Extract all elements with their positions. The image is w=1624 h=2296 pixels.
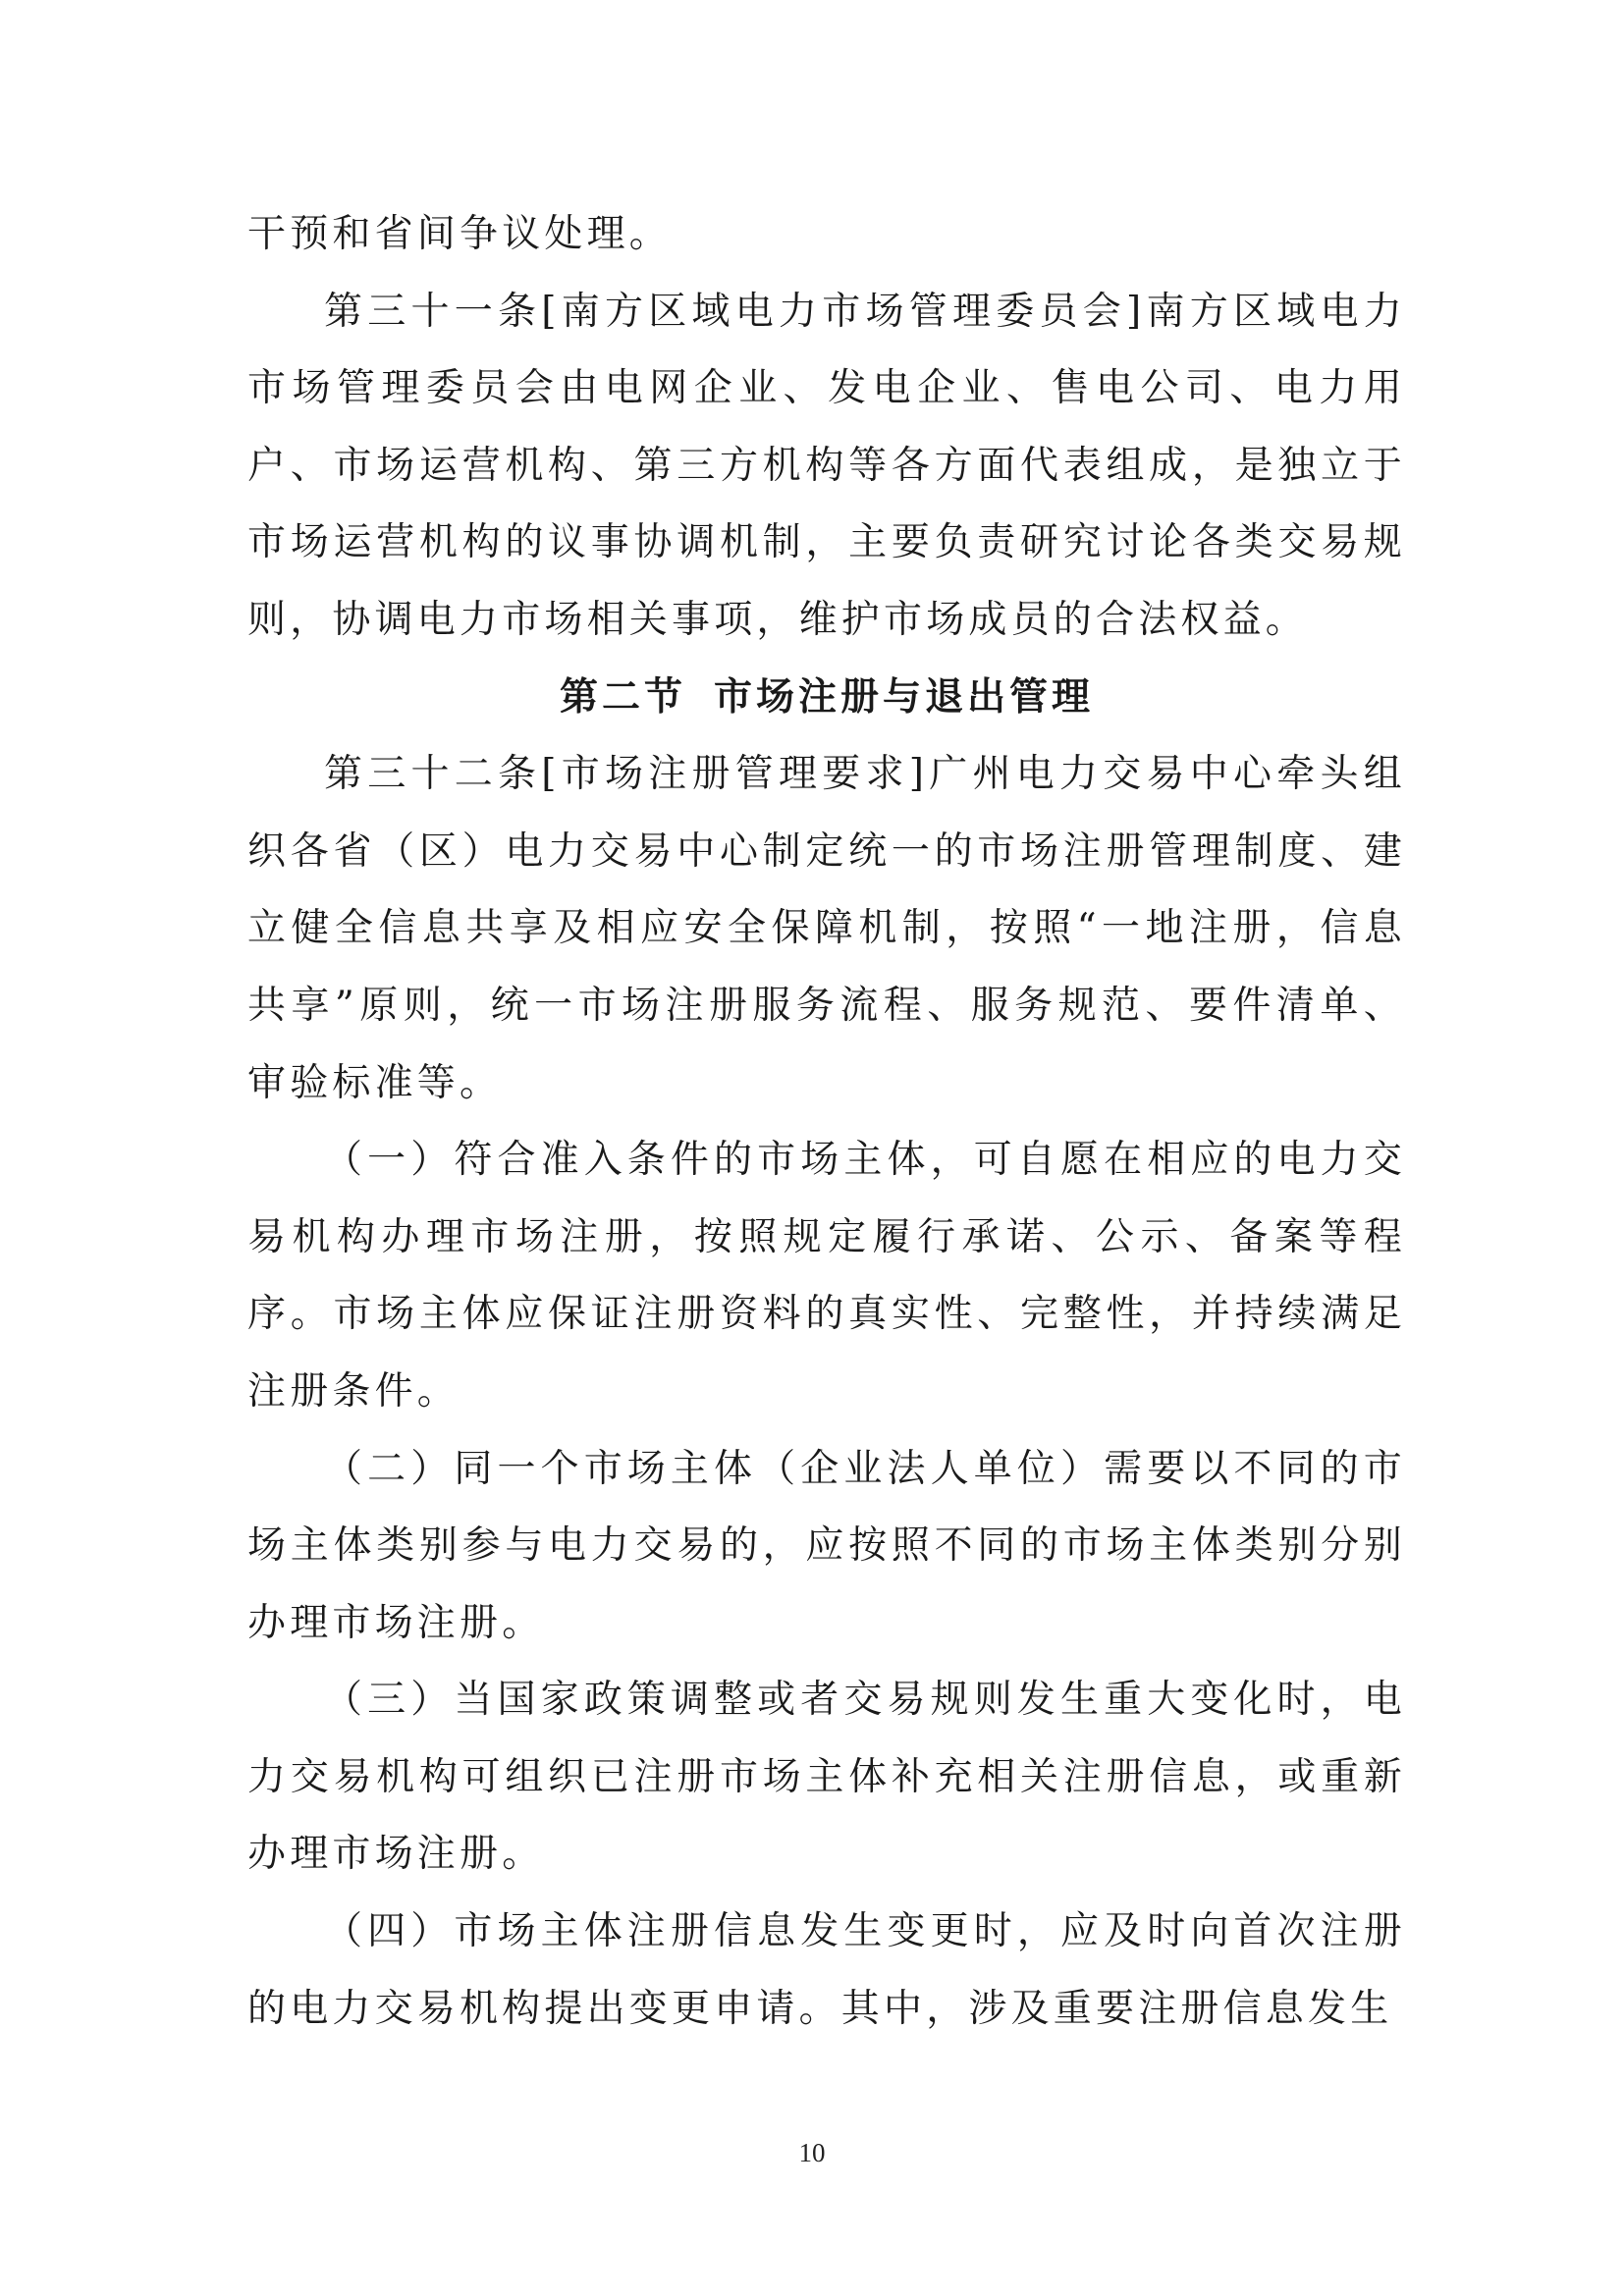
page-number: 10 (798, 2138, 826, 2167)
body-text (247, 196, 1406, 2048)
article-31-paragraph: 第三十一条[南方区域电力市场管理委员会]南方区域电力市场管理委员会由电网企业、发电企业、售电公司、电力用户、市场运营机构、第三方机构等各方面代表组成，是独立于市场运营机构的议事协调机制，主要负责研究讨论各类交易规则，协调电力市场相关事项，维护市场成员的合法权益。 (247, 289, 1406, 642)
article-32-paragraph: 第三十二条[市场注册管理要求]广州电力交易中心牵头组织各省（区）电力交易中心制定统一的市场注册管理制度、建立健全信息共享及相应安全保障机制，按照“一地注册，信息共享”原则，统一市场注册服务流程、服务规范、要件清单、审验标准等。 (247, 752, 1406, 1105)
clause-2-paragraph: （二）同一个市场主体（企业法人单位）需要以不同的市场主体类别参与电力交易的，应按照不同的市场主体类别分别办理市场注册。 (247, 1446, 1406, 1645)
paragraph-continued: 干预和省间争议处理。 (247, 212, 673, 256)
section-heading (247, 660, 1406, 737)
clause-1-paragraph: （一）符合准入条件的市场主体，可自愿在相应的电力交易机构办理市场注册，按照规定履行承诺、公示、备案等程序。市场主体应保证注册资料的真实性、完整性，并持续满足注册条件。 (247, 1138, 1406, 1414)
section-title: 市场注册与退出管理 (714, 674, 1095, 720)
clause-4-paragraph: （四）市场主体注册信息发生变更时，应及时向首次注册的电力交易机构提出变更申请。其中，涉及重要注册信息发生 (247, 1909, 1406, 2031)
clause-3-paragraph: （三）当国家政策调整或者交易规则发生重大变化时，电力交易机构可组织已注册市场主体补充相关注册信息，或重新办理市场注册。 (247, 1678, 1406, 1877)
section-number: 第二节 (559, 674, 686, 720)
